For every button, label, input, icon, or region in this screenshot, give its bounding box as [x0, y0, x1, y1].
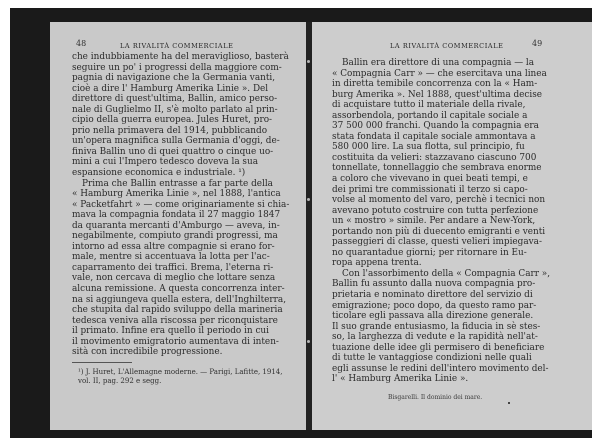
- text-line: so, la larghezza di vedute e la rapidità nell'at-: [332, 332, 538, 343]
- text-line: caparramento dei traffici. Brema, l'eterna ri-: [72, 262, 274, 273]
- text-line: un'opera magnifica sulla Germania d'oggi, de-: [72, 136, 280, 147]
- right-running-head: LA RIVALITÀ COMMERCIALE: [390, 42, 504, 50]
- text-line: Con l'assorbimento della « Compagnia Carr »,: [342, 268, 551, 279]
- text-line: l' « Hamburg Amerika Linie ».: [332, 374, 469, 385]
- text-line: vale, non cercava di meglio che lottare senza: [72, 273, 276, 284]
- text-line: egli assunse le redini dell'intero movimento del-: [332, 363, 549, 374]
- text-line: cioè a dire l' Hamburg Amerika Linie ». Del: [72, 83, 269, 94]
- text-line: prietaria e nominato direttore del servizio di: [332, 290, 533, 301]
- text-line: che indubbiamente ha del meraviglioso, basterà: [72, 52, 289, 62]
- text-line: negabilmente, compiuto grandi progressi, ma: [72, 231, 278, 242]
- text-line: sità con incredibile progressione.: [72, 347, 223, 358]
- text-line: mava la compagnia fondata il 27 maggio 1847: [72, 210, 281, 221]
- page-signature: Bisgarelli. Il dominio dei mare.: [388, 394, 483, 401]
- text-line: tuazione delle idee gli permisero di beneficiare: [332, 342, 545, 353]
- right-page: [312, 22, 592, 430]
- text-line: direttore di quest'ultima, Ballin, amico perso-: [72, 94, 278, 105]
- text-line: « Compagnia Carr » — che esercitava una linea: [332, 68, 547, 79]
- text-line: « Packetfahrt » — come originariamente si chia-: [72, 199, 290, 210]
- text-line: ticolare egli passava alla direzione generale.: [332, 311, 534, 322]
- left-running-head: LA RIVALITÀ COMMERCIALE: [120, 42, 234, 50]
- text-line: che stupita dal rapido sviluppo della marineria: [72, 305, 283, 316]
- text-line: Ballin era direttore di una compagnia — la: [342, 58, 535, 68]
- footnote-line: vol. II, pag. 292 e segg.: [78, 377, 162, 385]
- text-line: Il suo grande entusiasmo, la fiducia in sè stes-: [332, 321, 541, 332]
- text-line: in diretta temibile concorrenza con la « Ham-: [332, 79, 538, 90]
- text-line: emigrazione; poco dopo, da questo ramo par-: [332, 300, 537, 311]
- text-line: alcuna remissione. A questa concorrenza inter-: [72, 284, 285, 295]
- text-line: cipio della guerra europea. Jules Huret, pro-: [72, 115, 273, 126]
- footnote-line: ¹) J. Huret, L'Allemagne moderne. — Parigi, Lafitte, 1914,: [78, 368, 283, 376]
- text-line: burg Amerika ». Nel 1888, quest'ultima decise: [332, 89, 543, 100]
- footnote-rule: [72, 362, 132, 363]
- text-line: tonnellate, tonnellaggio che sembrava enorme: [332, 163, 542, 174]
- text-line: assorbendola, portando il capitale sociale a: [332, 110, 528, 121]
- text-line: da quaranta mercanti d'Amburgo — aveva, in-: [72, 220, 280, 231]
- text-line: 37 500 000 franchi. Quando la compagnia era: [332, 121, 539, 132]
- text-line: no quarantadue giorni; per ritornare in Eu-: [332, 247, 527, 258]
- text-line: finiva Ballin uno di quei quattro o cinque uo-: [72, 146, 274, 157]
- text-line: avevano potuto costruire con tutta perfezione: [332, 205, 539, 216]
- text-line: mini a cui l'Impero tedesco doveva la sua: [72, 157, 258, 168]
- left-page: [50, 22, 306, 430]
- left-page-number: 48: [76, 39, 87, 48]
- text-line: tedesca veniva alla riscossa per riconquistare: [72, 315, 278, 326]
- text-line: 580 000 lire. La sua flotta, sul principio, fu: [332, 142, 525, 153]
- text-line: Prima che Ballin entrasse a far parte della: [82, 178, 273, 189]
- text-line: ropa appena trenta.: [332, 258, 422, 269]
- text-line: male, mentre si accentuava la lotta per l'ac-: [72, 252, 270, 263]
- text-line: prio nella primavera del 1914, pubblicando: [72, 125, 268, 136]
- text-line: il primato. Infine era quello il periodo in cui: [72, 326, 269, 337]
- text-line: portando non più di duecento emigranti e venti: [332, 226, 546, 237]
- text-line: espansione economica e industriale. ¹): [72, 168, 246, 179]
- text-line: intorno ad essa altre compagnie si erano for-: [72, 241, 275, 252]
- left-footnote: [72, 368, 298, 386]
- print-mark: [508, 402, 510, 404]
- text-line: volse al momento del varo, perchè i tecnici non: [332, 195, 546, 206]
- gutter-mark: [307, 60, 310, 63]
- right-page-number: 49: [532, 39, 543, 48]
- text-line: costituita da velieri: stazzavano ciascuno 700: [332, 152, 537, 163]
- text-line: un « mostro » simile. Per andare a New-York,: [332, 216, 536, 227]
- text-line: Ballin fu assunto dalla nuova compagnia pro-: [332, 279, 536, 290]
- text-line: pagnia di navigazione che la Germania vanti,: [72, 73, 276, 84]
- text-line: il movimento emigratorio aumentava di inten-: [72, 336, 279, 347]
- text-line: passeggieri di classe, questi velieri impiegava-: [332, 237, 542, 248]
- gutter-mark: [307, 340, 310, 343]
- text-line: stata fondata il capitale sociale ammontava a: [332, 131, 536, 142]
- right-page-text: [332, 58, 572, 385]
- text-line: dei primi tre commissionati il terzo si capo-: [332, 184, 528, 195]
- text-line: di acquistare tutto il materiale della rivale,: [332, 100, 526, 111]
- text-line: a coloro che vivevano in quei beati tempi, e: [332, 174, 528, 185]
- text-line: na si aggiungeva quella estera, dell'Inghilterra,: [72, 294, 287, 305]
- text-line: nale di Guglielmo II, s'è molto parlato al prin-: [72, 104, 278, 115]
- text-line: seguire un po' i progressi della maggiore com-: [72, 62, 282, 73]
- text-line: « Hamburg Amerika Linie », nel 1888, l'antica: [72, 189, 281, 200]
- gutter-mark: [307, 198, 310, 201]
- text-line: di tutte le vantaggiose condizioni nelle quali: [332, 353, 532, 364]
- left-page-text: [72, 52, 298, 358]
